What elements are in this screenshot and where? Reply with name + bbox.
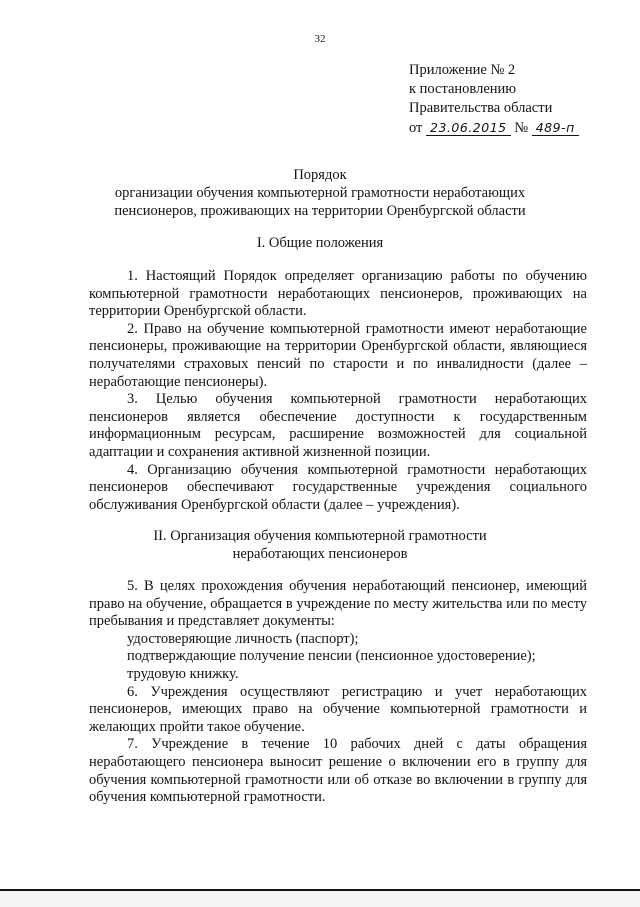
appendix-line: Правительства области (409, 100, 553, 116)
heading-line: неработающих пенсионеров (232, 546, 408, 562)
handwritten-date: 23.06.2015 (426, 120, 511, 136)
number-prefix: № (514, 120, 529, 136)
paragraph-3: 3. Целью обучения компьютерной грамотности неработающих пенсионеров является обеспечение доступности к государственным информационным ресурсам, расширение возможностей для социальной адаптации и сохранения активной жизненной позиции. (89, 391, 587, 460)
paragraph-7: 7. Учреждение в течение 10 рабочих дней с даты обращения неработающего пенсионера выносит решение о включении его в группу для обучения компьютерной грамотности или об отказе во включении в группу для обучения компьютерной грамотности. (89, 736, 587, 806)
document-item-workbook: трудовую книжку. (127, 665, 239, 682)
document-item-passport: удостоверяющие личность (паспорт); (127, 630, 359, 647)
page-number: 32 (314, 33, 326, 45)
appendix-date-line (409, 118, 579, 138)
date-prefix: от (409, 120, 423, 136)
title-line: организации обучения компьютерной грамотности неработающих (114, 185, 526, 201)
handwritten-number: 489-п (532, 120, 579, 136)
paragraph-6: 6. Учреждения осуществляют регистрацию и учет неработающих пенсионеров, имеющих право на обучение компьютерной грамотности и желающих пройти такое обучение. (89, 683, 587, 735)
paragraph-2: 2. Право на обучение компьютерной грамотности имеют неработающие пенсионеры, проживающие на территории Оренбургской области, являющиеся получателями страховых пенсий по старости и по инвалидности (далее – неработающие пенсионеры). (89, 320, 587, 390)
scan-bottom-edge (0, 889, 640, 907)
section-1-heading: I. Общие положения (256, 235, 384, 251)
document-title (0, 166, 640, 220)
document-item-pension: подтверждающие получение пенсии (пенсионное удостоверение); (127, 648, 536, 665)
title-line: пенсионеров, проживающих на территории Оренбургской области (114, 203, 526, 219)
paragraph-4: 4. Организацию обучения компьютерной грамотности неработающих пенсионеров обеспечивают государственные учреждения социального обслуживания Оренбургской области (далее – учреждения). (89, 461, 587, 513)
section-1-body (89, 268, 587, 514)
title-line: Порядок (293, 167, 347, 183)
section-2-body (89, 578, 587, 807)
heading-line: II. Организация обучения компьютерной грамотности (153, 528, 487, 544)
appendix-line: к постановлению (409, 81, 517, 97)
appendix-block (409, 61, 579, 138)
appendix-line: Приложение № 2 (409, 62, 516, 78)
section-2-heading (0, 527, 640, 563)
paragraph-5: 5. В целях прохождения обучения неработающий пенсионер, имеющий право на обучение, обращается в учреждение по месту жительства или по месту пребывания и представляет документы: (89, 578, 587, 630)
paragraph-1: 1. Настоящий Порядок определяет организацию работы по обучению компьютерной грамотности неработающих пенсионеров, проживающих на территории Оренбургской области. (89, 268, 587, 320)
